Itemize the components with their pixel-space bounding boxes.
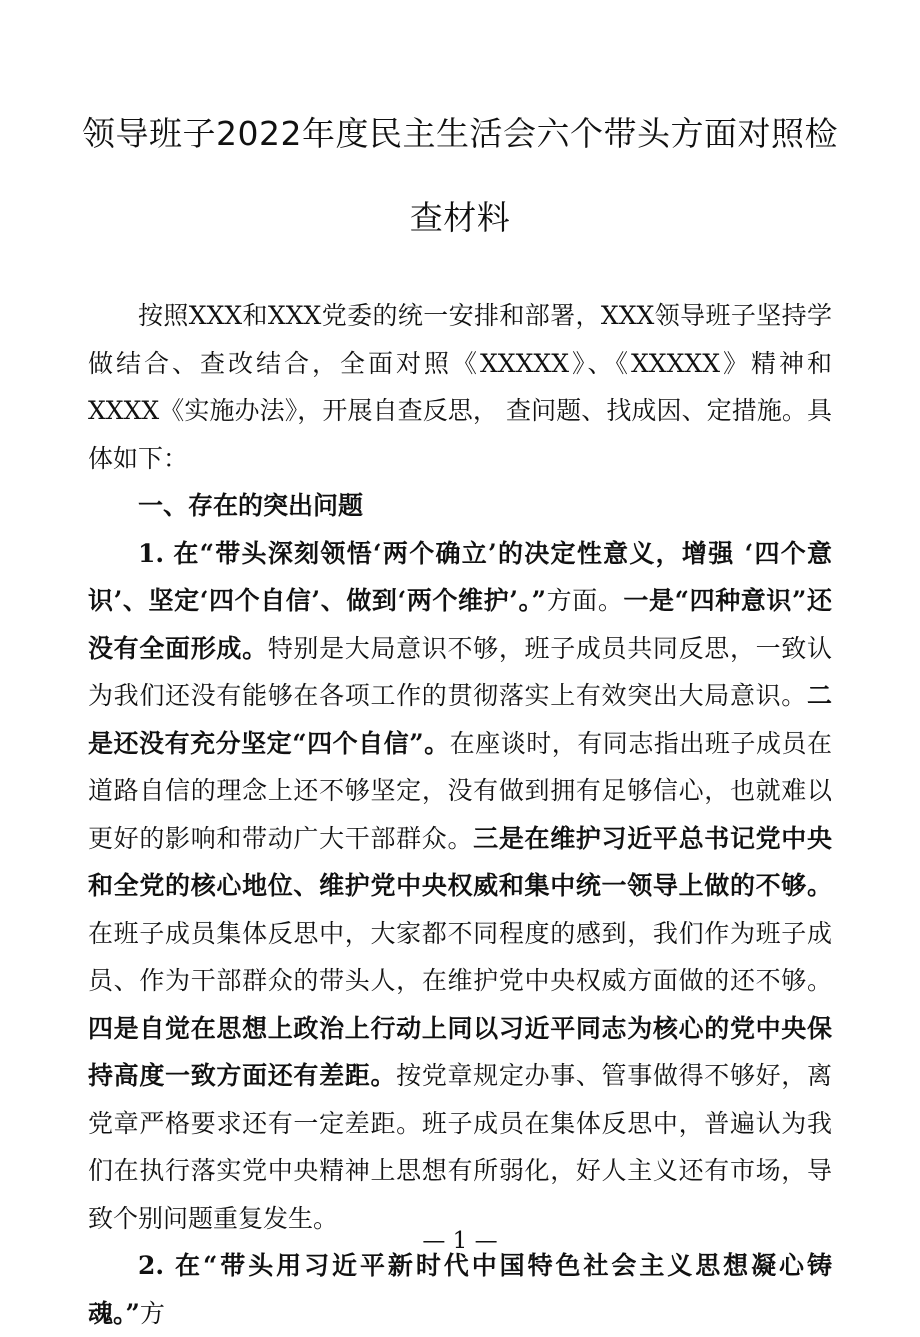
item-1-number: 1. (138, 538, 165, 568)
item-1-after-heading: 方面。 (546, 586, 624, 615)
item-1-heading: 在“带头深刻领悟‘两个确立’的决定性意义，增强 ‘四个意识’、坚定‘四个自信’、做到‘两个维护’。” (88, 538, 832, 615)
item-2-number: 2. (138, 1251, 165, 1280)
point-4-text: 按党章规定办事、管事做得不够好，离党章严格要求还有一定差距。班子成员在集体反思中，普遍认为我们在执行落实党中央精神上思想有所弱化，好人主义还有市场，导致个别问题重复发生。 (88, 1061, 832, 1233)
item-2-after-heading: 方 (139, 1298, 165, 1328)
point-4-bold: 四是自觉在思想上政治上行动上同以习近平同志为核心的党中央保持高度一致方面还有差距。 (88, 1013, 832, 1090)
document-title: 领导班子2022年度民主生活会六个带头方面对照检查材料 (82, 114, 838, 237)
point-3-bold: 三是在维护习近平总书记党中央和全党的核心地位、维护党中央权威和集中统一领导上做的不够。 (88, 823, 832, 900)
point-2-text: 在座谈时，有同志指出班子成员在道路自信的理念上还不够坚定，没有做到拥有足够信心，也就难以更好的影响和带动广大干部群众。 (88, 728, 832, 853)
point-1-text: 特别是大局意识不够，班子成员共同反思，一致认为我们还没有能够在各项工作的贯彻落实上有效突出大局意识。 (88, 633, 832, 710)
document-body (88, 292, 832, 1337)
item-2-heading: 在“带头用习近平新时代中国特色社会主义思想凝心铸魂。” (88, 1251, 832, 1328)
intro-paragraph: 按照XXX和XXX党委的统一安排和部署，XXX领导班子坚持学做结合、查改结合，全面对照《XXXXX》、《XXXXX》精神和XXXX《实施办法》，开展自查反思， 查问题、找成因、定措施。具体如下： (88, 301, 832, 473)
item-1-paragraph (88, 530, 832, 1243)
item-2-paragraph (88, 1242, 832, 1337)
point-3-text: 在班子成员集体反思中，大家都不同程度的感到，我们作为班子成员、作为干部群众的带头人，在维护党中央权威方面做的还不够。 (88, 918, 832, 995)
page-number: — 1 — (422, 1228, 498, 1254)
section-heading: 一、存在的突出问题 (138, 491, 364, 520)
point-2-bold: 二是还没有充分坚定“四个自信”。 (88, 681, 832, 758)
point-1-bold: 一是“四种意识”还没有全面形成。 (88, 586, 832, 663)
